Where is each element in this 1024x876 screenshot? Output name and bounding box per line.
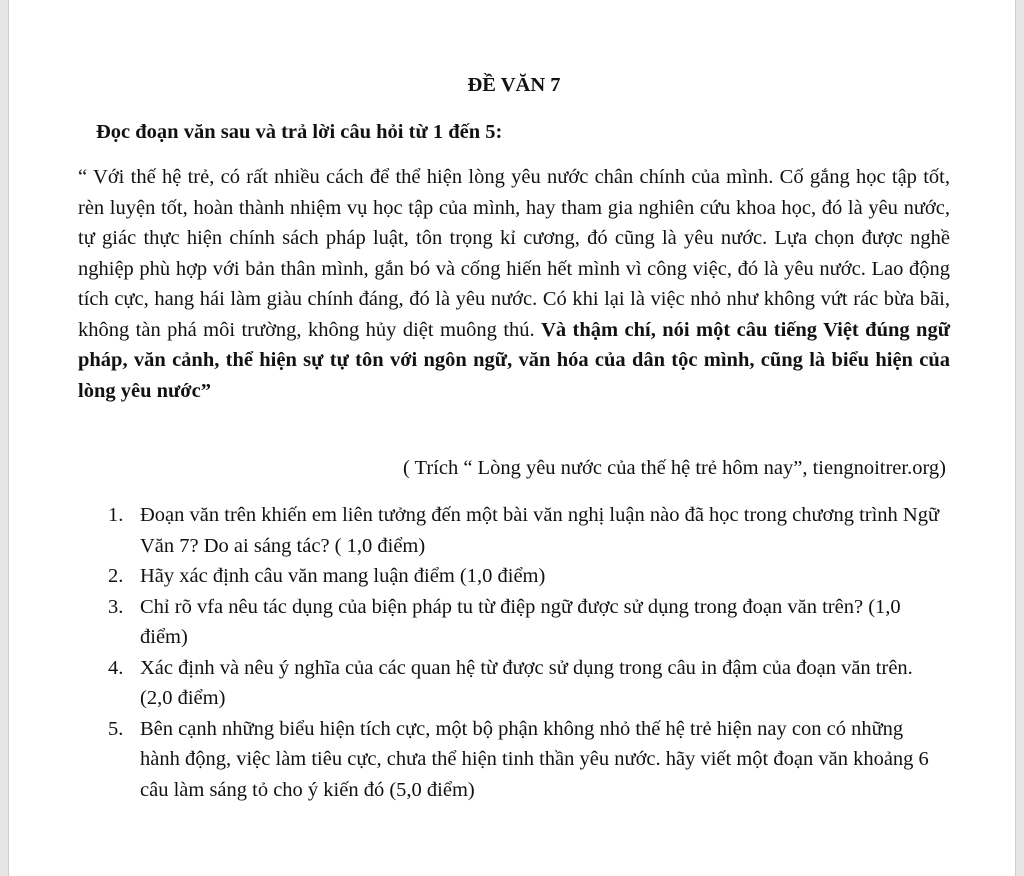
question-text: Đoạn văn trên khiến em liên tưởng đến một bài văn nghị luận nào đã học trong chương trình Ngữ Văn 7? Do ai sáng tác? ( 1,0 điểm) <box>140 504 940 557</box>
question-text: Xác định và nêu ý nghĩa của các quan hệ từ được sử dụng trong câu in đậm của đoạn văn trên. (2,0 điểm) <box>140 656 913 709</box>
page-right-edge <box>1015 0 1024 876</box>
instruction-heading: Đọc đoạn văn sau và trả lời câu hỏi từ 1 đến 5: <box>96 121 503 143</box>
reading-passage <box>78 162 950 406</box>
question-item <box>108 500 943 561</box>
passage-bold-sentence: Và thậm chí, nói một câu tiếng Việt đúng ngữ pháp, văn cảnh, thể hiện sự tự tôn với ngôn ngữ, văn hóa của dân tộc mình, cũng là biểu hiện của lòng yêu nước” <box>78 318 950 402</box>
question-item <box>108 592 943 653</box>
question-item <box>108 561 943 592</box>
passage-source: ( Trích “ Lòng yêu nước của thế hệ trẻ hôm nay”, tiengnoitrer.org) <box>402 457 946 479</box>
question-item <box>108 653 943 714</box>
question-number: 2. <box>108 565 124 587</box>
passage-text: “ Với thế hệ trẻ, có rất nhiều cách để thể hiện lòng yêu nước chân chính của mình. Cố gắng học tập tốt, rèn luyện tốt, hoàn thành nhiệm vụ học tập của mình, hay tham gia nghiên cứu khoa học, đó là yêu nước, tự giác thực hiện chính sách pháp luật, tôn trọng kỉ cương, đó cũng là yêu nước. Lựa chọn được nghề nghiệp phù hợp với bản thân mình, gắn bó và cống hiến hết mình vì công việc, đó là yêu nước. Lao động tích cực, hang hái làm giàu chính đáng, đó là yêu nước. Có khi lại là việc nhỏ như không vứt rác bừa bãi, không tàn phá môi trường, không hủy diệt muông thú. <box>78 166 950 341</box>
question-text: Bên cạnh những biểu hiện tích cực, một bộ phận không nhỏ thế hệ trẻ hiện nay con có những hành động, việc làm tiêu cực, chưa thể hiện tinh thần yêu nước. hãy viết một đoạn văn khoảng 6 câu làm sáng tỏ cho ý kiến đó (5,0 điểm) <box>140 717 929 801</box>
question-list <box>108 500 943 805</box>
question-text: Chỉ rõ vfa nêu tác dụng của biện pháp tu từ điệp ngữ được sử dụng trong đoạn văn trên? (1,0 điểm) <box>140 595 901 648</box>
page-left-edge <box>0 0 9 876</box>
question-number: 3. <box>108 595 124 618</box>
question-text: Hãy xác định câu văn mang luận điểm (1,0 điểm) <box>140 565 546 587</box>
question-number: 1. <box>108 504 124 526</box>
question-number: 5. <box>108 717 124 740</box>
question-item <box>108 714 943 806</box>
question-number: 4. <box>108 656 124 679</box>
document-title: ĐỀ VĂN 7 <box>467 74 561 96</box>
